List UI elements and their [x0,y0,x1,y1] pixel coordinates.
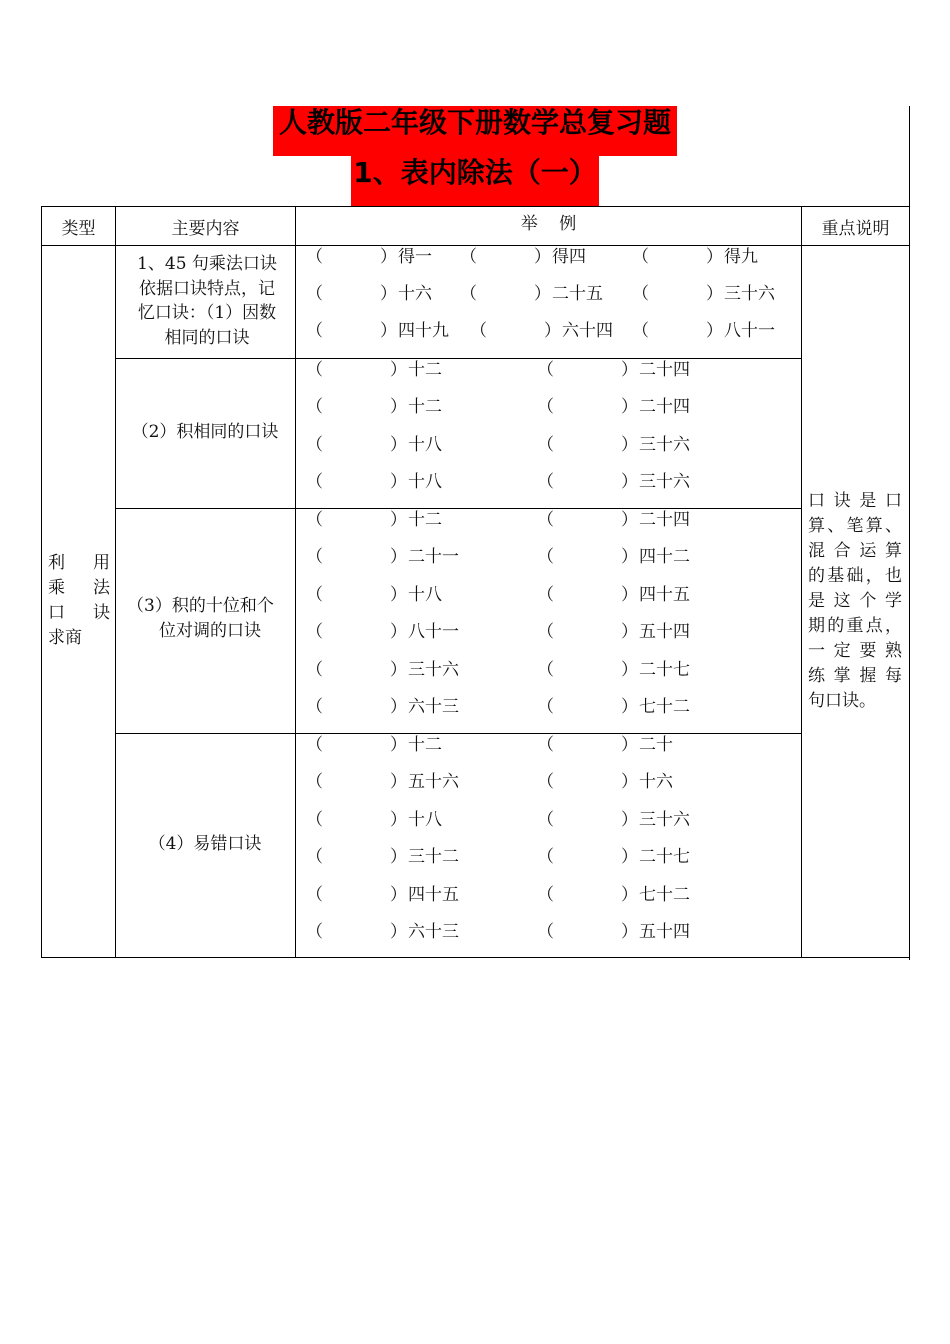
answer-blank-open: （ [632,247,649,267]
note-line: 练掌握每 [808,666,902,686]
answer-blank-close: ） [621,772,638,793]
table-right-border [909,206,910,958]
example-product: 四十五 [639,584,690,605]
example-product: 二十五 [552,284,603,304]
page-title: 人教版二年级下册数学总复习题 [278,106,671,139]
example-product: 二十一 [408,547,459,568]
example-product: 六十三 [408,697,459,717]
example-product: 七十二 [639,884,690,905]
example-product: 三十二 [408,847,459,868]
answer-blank-open: （ [537,472,554,493]
answer-blank-close: ） [380,284,397,304]
answer-blank-close: ） [706,247,723,267]
answer-blank-close: ） [390,397,407,418]
example-product: 十八 [408,472,442,493]
answer-blank-open: （ [537,922,554,942]
answer-blank-close: ） [390,735,407,755]
answer-blank-close: ） [621,735,638,755]
answer-blank-open: （ [306,360,323,380]
answer-blank-open: （ [632,321,649,341]
answer-blank-close: ） [390,847,407,868]
example-product: 三十六 [639,472,690,493]
answer-blank-open: （ [537,809,554,830]
answer-blank-open: （ [306,735,323,755]
answer-blank-open: （ [306,247,323,267]
answer-blank-close: ） [390,547,407,568]
answer-blank-close: ） [621,472,638,493]
header-note [801,206,909,245]
answer-blank-open: （ [537,547,554,568]
header-type [41,206,115,245]
example-product: 二十七 [639,659,690,680]
answer-blank-open: （ [537,510,554,530]
answer-blank-open: （ [306,809,323,830]
answer-blank-open: （ [537,884,554,905]
header-content [115,206,295,245]
content-line: （4）易错口诀 [148,834,262,854]
answer-blank-open: （ [306,884,323,905]
header-content-label: 主要内容 [171,218,240,239]
answer-blank-open: （ [306,321,323,341]
answer-blank-close: ） [390,472,407,493]
answer-blank-open: （ [460,247,477,267]
answer-blank-close: ） [390,884,407,905]
answer-blank-close: ） [390,922,407,942]
answer-blank-close: ） [390,809,407,830]
answer-blank-close: ） [380,247,397,267]
example-product: 三十六 [724,284,775,304]
answer-blank-open: （ [306,659,323,680]
example-product: 八十一 [408,622,459,643]
example-product: 八十一 [724,321,775,341]
example-product: 六十三 [408,922,459,942]
answer-blank-close: ） [621,809,638,830]
type-label-line: 乘 法 [48,578,110,598]
answer-blank-close: ） [544,321,561,341]
header-note-label: 重点说明 [821,218,890,239]
example-product: 十八 [408,584,442,605]
answer-blank-close: ） [621,434,638,455]
note-line: 算、笔算、 [808,516,902,536]
answer-blank-open: （ [632,284,649,304]
answer-blank-close: ） [621,884,638,905]
example-product: 得九 [724,247,758,267]
example-product: 十八 [408,809,442,830]
example-product: 二十四 [639,397,690,418]
answer-blank-close: ） [380,321,397,341]
answer-blank-close: ） [621,510,638,530]
answer-blank-close: ） [621,397,638,418]
content-text-3 [127,594,293,643]
answer-blank-close: ） [621,922,638,942]
content-line: （3）积的十位和个 [127,596,274,616]
content-line: 相同的口诀 [164,327,250,348]
content-text-4 [115,832,295,857]
answer-blank-open: （ [537,659,554,680]
answer-blank-close: ） [390,622,407,643]
answer-blank-close: ） [390,772,407,793]
answer-blank-open: （ [537,397,554,418]
page-subtitle: 1、表内除法（一） [353,156,597,189]
answer-blank-open: （ [306,472,323,493]
answer-blank-close: ） [621,584,638,605]
note-line: 混合运算 [808,541,902,561]
content-line: 依据口诀特点，记 [139,278,275,299]
example-product: 十二 [408,397,442,418]
answer-blank-close: ） [706,284,723,304]
answer-blank-open: （ [537,772,554,793]
example-product: 得一 [398,247,432,267]
answer-blank-open: （ [306,697,323,717]
answer-blank-close: ） [390,659,407,680]
content-text-2 [115,420,295,445]
answer-blank-open: （ [537,847,554,868]
answer-blank-open: （ [460,284,477,304]
answer-blank-close: ） [390,584,407,605]
answer-blank-open: （ [306,622,323,643]
example-product: 四十五 [408,884,459,905]
example-product: 二十 [639,735,673,755]
answer-blank-close: ） [621,847,638,868]
answer-blank-close: ） [534,247,551,267]
type-label-line: 求商 [48,628,82,648]
type-label-line: 口 诀 [48,603,110,623]
answer-blank-close: ） [534,284,551,304]
example-product: 三十六 [639,809,690,830]
example-product: 二十七 [639,847,690,868]
example-product: 六十四 [562,321,613,341]
content-line: 1、45 句乘法口诀 [137,254,277,274]
content-line: （2）积相同的口诀 [131,422,279,442]
answer-blank-close: ） [621,659,638,680]
answer-blank-close: ） [621,547,638,568]
answer-blank-close: ） [390,360,407,380]
note-line: 是这个学 [808,591,902,611]
note-line: 期的重点， [808,616,902,636]
header-type-label: 类型 [61,218,96,239]
answer-blank-open: （ [537,622,554,643]
answer-blank-open: （ [537,735,554,755]
answer-blank-open: （ [306,284,323,304]
table-bottom-border [41,957,910,958]
note-line: 口诀是口 [808,491,902,511]
example-product: 十二 [408,735,442,755]
example-product: 十二 [408,360,442,380]
example-product: 五十四 [639,622,690,643]
example-product: 得四 [552,247,586,267]
answer-blank-close: ） [621,360,638,380]
answer-blank-open: （ [306,434,323,455]
example-product: 十六 [398,284,432,304]
example-product: 二十四 [639,360,690,380]
answer-blank-open: （ [306,847,323,868]
answer-blank-close: ） [390,510,407,530]
example-product: 四十二 [639,547,690,568]
answer-blank-close: ） [621,697,638,717]
example-product: 十八 [408,434,442,455]
example-product: 十六 [639,772,673,793]
answer-blank-close: ） [390,434,407,455]
content-line: 位对调的口诀 [159,620,261,641]
type-label [48,551,110,651]
answer-blank-close: ） [621,622,638,643]
answer-blank-open: （ [537,584,554,605]
answer-blank-open: （ [306,772,323,793]
answer-blank-open: （ [306,547,323,568]
answer-blank-open: （ [470,321,487,341]
answer-blank-open: （ [306,510,323,530]
answer-blank-open: （ [306,584,323,605]
answer-blank-close: ） [390,697,407,717]
answer-blank-open: （ [537,434,554,455]
note-line: 句口诀。 [808,691,876,711]
example-product: 十二 [408,510,442,530]
answer-blank-open: （ [306,922,323,942]
answer-blank-close: ） [706,321,723,341]
note-line: 一定要熟 [808,641,902,661]
example-product: 七十二 [639,697,690,717]
type-label-line: 利 用 [48,553,110,573]
answer-blank-open: （ [537,360,554,380]
example-product: 四十九 [398,321,449,341]
answer-blank-open: （ [306,397,323,418]
note-text [808,489,902,714]
example-product: 五十四 [639,922,690,942]
header-example-label: 举 例 [520,214,577,234]
example-product: 三十六 [639,434,690,455]
example-product: 二十四 [639,510,690,530]
answer-blank-open: （ [537,697,554,717]
content-line: 忆口诀：（1）因数 [137,303,277,323]
example-product: 三十六 [408,659,459,680]
note-line: 的基础，也 [808,566,902,586]
header-example [295,206,801,245]
example-product: 五十六 [408,772,459,793]
content-text-1 [127,252,287,350]
